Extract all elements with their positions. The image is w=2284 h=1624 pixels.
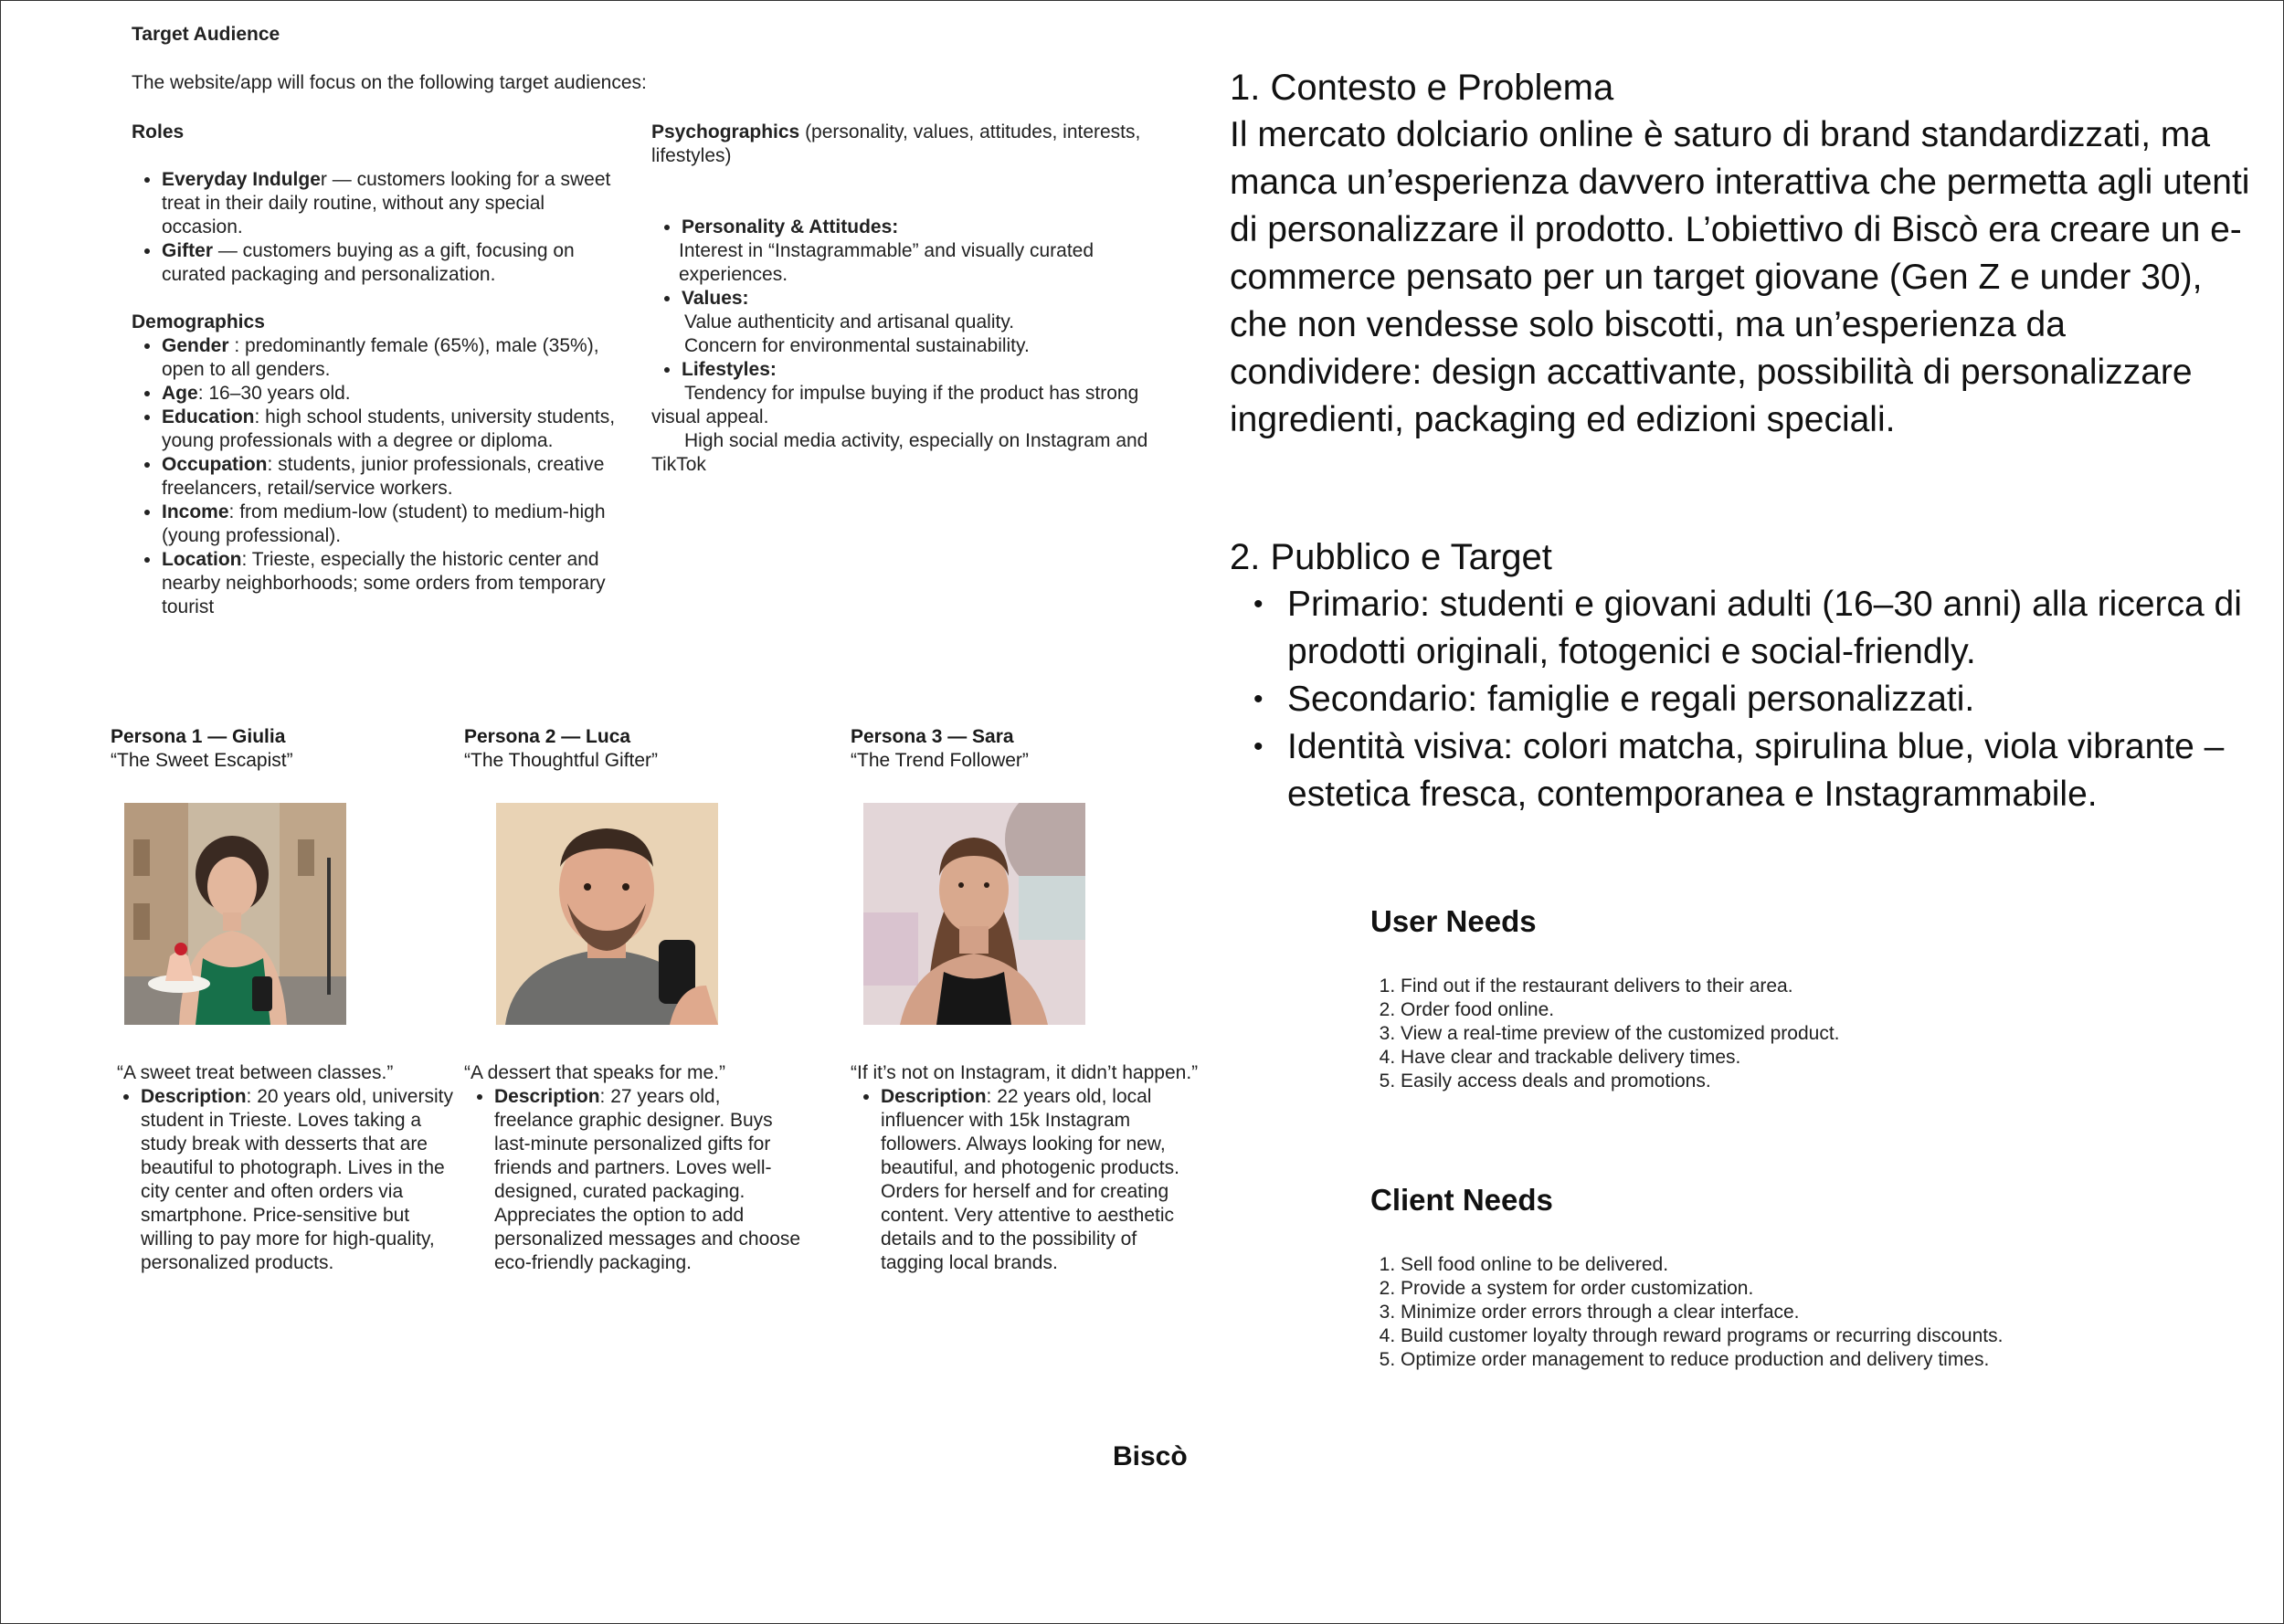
lifestyles-label: • Lifestyles: xyxy=(682,358,1172,382)
list-item: • Everyday Indulger — customers looking for a sweet treat in their daily routine, without any special occasion. xyxy=(162,168,625,239)
persona-card-giulia xyxy=(111,725,293,773)
persona-giulia-photo xyxy=(124,803,346,1025)
roles-section xyxy=(132,121,625,619)
list-item: • Gender : predominantly female (65%), male (35%), open to all genders. xyxy=(162,334,625,382)
persona-description: • Description: 27 years old, freelance graphic designer. Buys last-minute personalized gifts for friends and partners. Loves well-designed, curated packaging. Appreciates the option to add personalized messages and choose eco-friendly packaging. xyxy=(494,1085,802,1275)
persona-quote: “A dessert that speaks for me.” xyxy=(464,1062,725,1083)
client-needs-heading: Client Needs xyxy=(1370,1183,1553,1217)
persona-description: • Description: 22 years old, local influencer with 15k Instagram followers. Always looking for new, beautiful, and photogenic products. Orders for herself and for creating content. Very attentive to aesthetic details and to the possibility of tagging local brands. xyxy=(881,1085,1202,1275)
list-item: 1. Find out if the restaurant delivers to their area. xyxy=(1401,975,2223,998)
persona-title: Persona 3 — Sara xyxy=(851,726,1014,747)
brand-name: Biscò xyxy=(1113,1441,1188,1471)
target-audience-heading: Target Audience xyxy=(132,24,280,45)
psychographics-heading: Psychographics xyxy=(651,121,800,142)
list-item: • Location: Trieste, especially the historic center and nearby neighborhoods; some orders from temporary tourist xyxy=(162,548,625,619)
persona-quote: “A sweet treat between classes.” xyxy=(117,1062,394,1083)
lifestyles-line: High social media activity, especially on Instagram and TikTok xyxy=(651,430,1148,475)
list-item: 2. Order food online. xyxy=(1401,998,2223,1022)
roles-heading: Roles xyxy=(132,121,185,142)
list-item: • Age: 16–30 years old. xyxy=(162,382,625,406)
demographics-heading: Demographics xyxy=(132,311,265,332)
persona-card-luca xyxy=(464,725,658,773)
client-needs-list xyxy=(1370,1253,2223,1372)
list-item: 1. Sell food online to be delivered. xyxy=(1401,1253,2223,1277)
personality-label: • Personality & Attitudes: xyxy=(682,216,1172,239)
list-item: • Primario: studenti e giovani adulti (16–30 anni) alla ricerca di prodotti originali, fotogenici e social-friendly. xyxy=(1230,581,2253,676)
persona-sara-details xyxy=(851,1061,1202,1275)
persona-card-sara xyxy=(851,725,1029,773)
values-label: • Values: xyxy=(682,287,1172,311)
persona-giulia-details xyxy=(117,1061,455,1275)
audience-list xyxy=(1230,581,2253,818)
persona-description: • Description: 20 years old, university student in Trieste. Loves taking a study break with desserts that are beautiful to photograph. Lives in the city center and often orders via smartphone. Price-sensitive but willing to pay more for high-quality, personalized products. xyxy=(141,1085,455,1275)
list-item: • Identità visiva: colori matcha, spirulina blue, viola vibrante – estetica fresca, contemporanea e Instagrammabile. xyxy=(1230,723,2253,818)
persona-desc-list xyxy=(464,1085,802,1275)
demographics-list xyxy=(132,334,625,619)
list-item: 3. Minimize order errors through a clear interface. xyxy=(1401,1301,2223,1324)
list-item: 4. Build customer loyalty through reward programs or recurring discounts. xyxy=(1401,1324,2223,1348)
persona-subtitle: “The Sweet Escapist” xyxy=(111,750,293,771)
persona-subtitle: “The Thoughtful Gifter” xyxy=(464,750,659,771)
list-item: 5. Optimize order management to reduce production and delivery times. xyxy=(1401,1348,2223,1372)
persona-luca-details xyxy=(464,1061,802,1275)
context-body: Il mercato dolciario online è saturo di brand standardizzati, ma manca un’esperienza davvero interattiva che permetta agli utenti di personalizzare il prodotto. L’obiettivo di Biscò era creare un e-commerce pensato per un target giovane (Gen Z e under 30), che non vendesse solo biscotti, ma un’esperienza da condividere: design accattivante, possibilità di personalizzare ingredienti, packaging ed edizioni speciali. xyxy=(1230,115,2250,439)
user-needs-list xyxy=(1370,975,2223,1093)
personality-text: Interest in “Instagrammable” and visually curated experiences. xyxy=(679,240,1094,285)
user-needs-heading: User Needs xyxy=(1370,904,1537,938)
list-item: • Occupation: students, junior professionals, creative freelancers, retail/service workers. xyxy=(162,453,625,501)
persona-subtitle: “The Trend Follower” xyxy=(851,750,1029,771)
audience-heading: 2. Pubblico e Target xyxy=(1230,537,1552,577)
values-line: Concern for environmental sustainability. xyxy=(684,335,1030,356)
list-item: • Income: from medium-low (student) to medium-high (young professional). xyxy=(162,501,625,548)
list-item: • Education: high school students, university students, young professionals with a degree or diploma. xyxy=(162,406,625,453)
persona-luca-photo xyxy=(496,803,718,1025)
psychographics-list xyxy=(651,216,1172,239)
persona-title: Persona 2 — Luca xyxy=(464,726,631,747)
list-item: 3. View a real-time preview of the customized product. xyxy=(1401,1022,2223,1046)
list-item: 2. Provide a system for order customization. xyxy=(1401,1277,2223,1301)
list-item: • Secondario: famiglie e regali personalizzati. xyxy=(1230,676,2253,723)
list-item: • Gifter — customers buying as a gift, focusing on curated packaging and personalization. xyxy=(162,239,625,287)
persona-quote: “If it’s not on Instagram, it didn’t happen.” xyxy=(851,1062,1199,1083)
list-item: 5. Easily access deals and promotions. xyxy=(1401,1070,2223,1093)
psychographics-note: (personality, values, attitudes, interests, lifestyles) xyxy=(651,121,1141,166)
lifestyles-line: Tendency for impulse buying if the product has strong visual appeal. xyxy=(651,383,1139,427)
list-item: 4. Have clear and trackable delivery times. xyxy=(1401,1046,2223,1070)
persona-desc-list xyxy=(117,1085,455,1275)
persona-desc-list xyxy=(851,1085,1202,1275)
context-heading: 1. Contesto e Problema xyxy=(1230,68,1614,108)
persona-sara-photo xyxy=(863,803,1085,1025)
values-line: Value authenticity and artisanal quality. xyxy=(684,311,1015,332)
target-audience-intro: The website/app will focus on the following target audiences: xyxy=(132,72,647,93)
psychographics-section xyxy=(651,121,1172,477)
persona-title: Persona 1 — Giulia xyxy=(111,726,286,747)
roles-list xyxy=(132,168,625,287)
